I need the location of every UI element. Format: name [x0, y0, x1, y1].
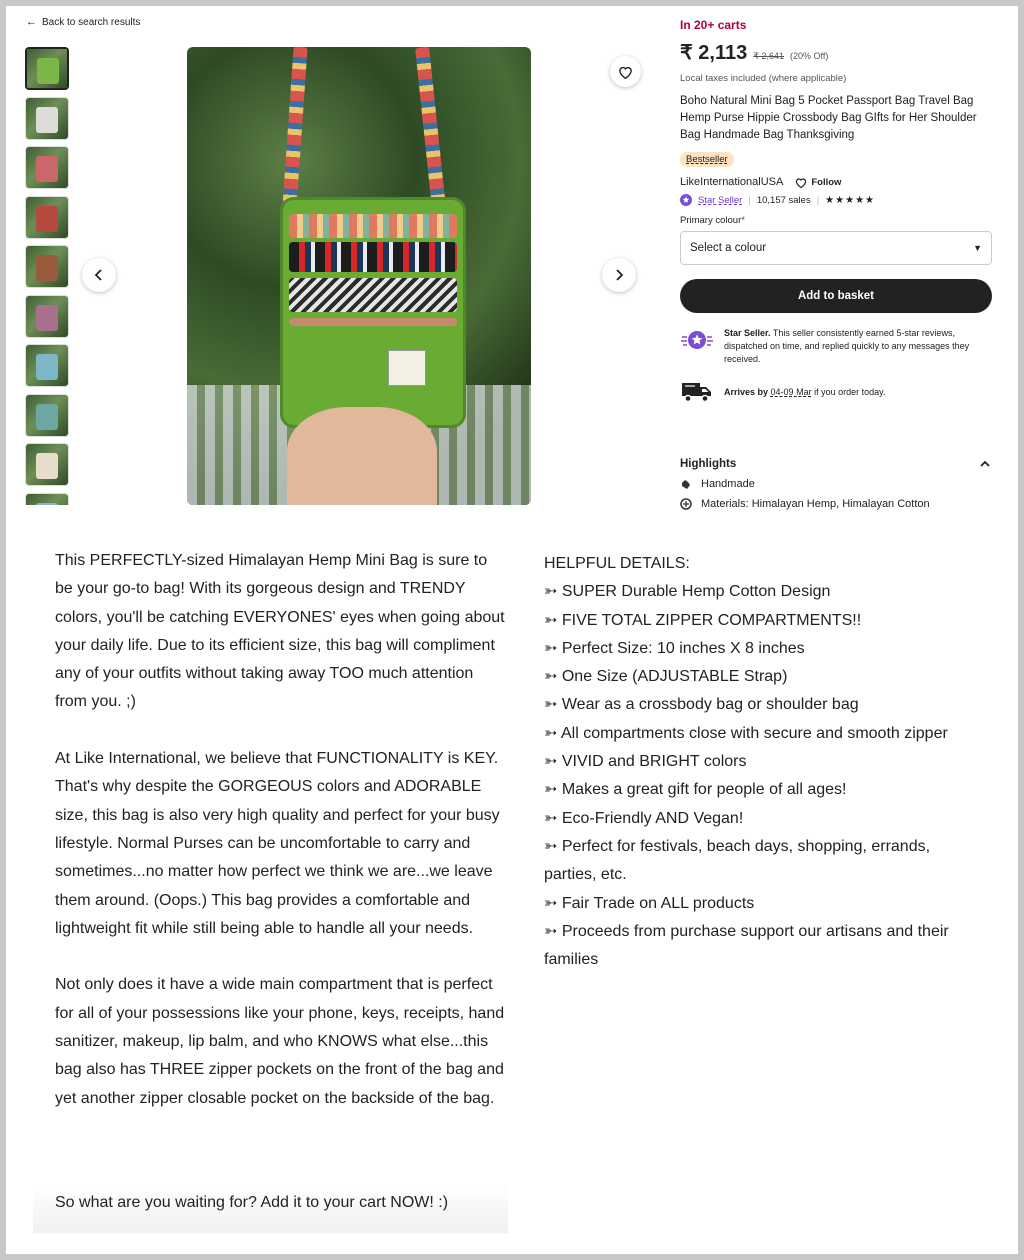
details-item: ➳ Makes a great gift for people of all ages! [544, 781, 847, 799]
thumbnail-6[interactable] [25, 295, 69, 338]
details-item: ➳ Fair Trade on ALL products [544, 894, 755, 912]
follow-button[interactable] [795, 177, 841, 188]
back-link[interactable] [26, 16, 140, 28]
details-heading: HELPFUL DETAILS: [544, 555, 690, 572]
star-seller-icon [680, 194, 692, 206]
details-item: ➳ Wear as a crossbody bag or shoulder bag [544, 696, 859, 714]
highlights-toggle[interactable] [680, 458, 990, 470]
product-title: Boho Natural Mini Bag 5 Pocket Passport Bag Travel Bag Hemp Purse Hippie Crossbody Bag GIfts for Her Shoulder Bag Handmade Bag Thanksgiving [680, 95, 977, 141]
colour-select-value: Select a colour [690, 242, 767, 254]
chevron-left-icon [93, 269, 105, 281]
previous-image-button[interactable] [82, 258, 116, 292]
delivery-suffix: if you order today. [811, 387, 886, 397]
details-item: ➳ Perfect Size: 10 inches X 8 inches [544, 639, 805, 657]
description-left [55, 547, 505, 1141]
thumbnail-4[interactable] [25, 196, 69, 239]
arrow-left-icon: ← [26, 16, 37, 28]
chevron-up-icon [980, 460, 990, 468]
highlight-handmade: Handmade [680, 478, 990, 490]
description-fade [33, 1183, 508, 1233]
colour-select[interactable] [680, 231, 992, 265]
highlight-materials: Materials: Himalayan Hemp, Himalayan Cotton [680, 498, 990, 510]
details-item: ➳ Proceeds from purchase support our artisans and their families [544, 922, 949, 969]
thumbnail-1[interactable] [25, 47, 69, 90]
bestseller-badge[interactable]: Bestseller [680, 152, 734, 167]
details-item: ➳ SUPER Durable Hemp Cotton Design [544, 583, 831, 601]
discount: (20% Off) [789, 51, 829, 61]
thumbnail-strip [25, 47, 69, 505]
star-seller-link[interactable]: Star Seller [698, 194, 743, 206]
seller-info-line: Star Seller | 10,157 sales | ★★★★★ [680, 194, 992, 206]
main-product-image[interactable] [187, 47, 531, 505]
taxes-note: Local taxes included (where applicable) [680, 73, 847, 84]
chevron-right-icon [613, 269, 625, 281]
shop-name[interactable]: LikeInternationalUSA [680, 176, 784, 188]
delivery-prefix: Arrives by [724, 387, 769, 397]
thumbnail-7[interactable] [25, 344, 69, 387]
star-seller-text: This seller consistently earned 5-star reviews, dispatched on time, and replied quickly to any messages they received. [724, 328, 970, 364]
description-paragraph: So what are you waiting for? Add it to your cart NOW! :) [55, 1194, 449, 1211]
cart-status: In 20+ carts [680, 18, 747, 32]
description-paragraph: At Like International, we believe that FUNCTIONALITY is KEY. That's why despite the GORGEOUS colors and ADORABLE size, this bag is also very high quality and perfect for your busy lifestyle. Normal Purses can be uncomfortable to carry and sometimes...no matter how perfect we think we are...we leave them around. (Oops.) This bag provides a comfortable and lightweight fit while still being able to handle all your needs. [55, 750, 500, 937]
thumbnail-2[interactable] [25, 97, 69, 140]
thumbnail-5[interactable] [25, 245, 69, 288]
star-seller-info [680, 327, 992, 366]
favorite-button[interactable] [610, 56, 641, 87]
details-item: ➳ Eco-Friendly AND Vegan! [544, 809, 744, 827]
delivery-info [680, 380, 992, 404]
description-paragraph: This PERFECTLY-sized Himalayan Hemp Mini Bag is sure to be your go-to bag! With its gorgeous design and TRENDY colors, you'll be catching EVERYONES' eyes when going about your daily life. Due to its efficient size, this bag will compliment any of your outfits without taking away TOO much attention from you. ;) [55, 552, 505, 711]
thumbnail-10[interactable] [25, 493, 69, 506]
truck-icon [681, 380, 713, 404]
bag-graphic [280, 197, 466, 428]
details-list [544, 578, 984, 974]
materials-icon [680, 498, 692, 510]
price-line [680, 40, 992, 65]
heart-icon [795, 177, 807, 188]
rating-stars[interactable]: ★★★★★ [825, 194, 875, 206]
highlights-heading: Highlights [680, 458, 737, 470]
thumbnail-8[interactable] [25, 394, 69, 437]
thumbnail-3[interactable] [25, 146, 69, 189]
next-image-button[interactable] [602, 258, 636, 292]
follow-label: Follow [811, 176, 842, 188]
details-item: ➳ VIVID and BRIGHT colors [544, 753, 747, 771]
details-item: ➳ One Size (ADJUSTABLE Strap) [544, 668, 788, 686]
star-seller-heading: Star Seller. [724, 328, 771, 338]
price: ₹ 2,113 [680, 42, 748, 64]
handmade-icon [680, 478, 692, 490]
original-price: ₹ 2,641 [753, 51, 784, 61]
thumbnail-9[interactable] [25, 443, 69, 486]
details-item: ➳ All compartments close with secure and smooth zipper [544, 724, 948, 742]
listing-page [6, 6, 1018, 1254]
delivery-dates[interactable]: 04-09 Mar [770, 387, 812, 397]
variation-label: Primary colour* [680, 215, 745, 226]
description-right [544, 550, 984, 974]
buy-box [680, 18, 992, 404]
heart-icon [618, 65, 633, 79]
required-mark: * [741, 215, 745, 226]
star-seller-badge-icon [680, 327, 714, 353]
caret-down-icon: ▼ [973, 243, 982, 253]
shop-line [680, 176, 992, 188]
details-item: ➳ Perfect for festivals, beach days, shopping, errands, parties, etc. [544, 837, 931, 884]
back-link-label: Back to search results [42, 16, 141, 28]
details-item: ➳ FIVE TOTAL ZIPPER COMPARTMENTS!! [544, 611, 862, 629]
sales-count: 10,157 sales [756, 194, 811, 206]
highlights-section [680, 458, 990, 510]
description-paragraph: Not only does it have a wide main compartment that is perfect for all of your possessions like your phone, keys, receipts, hand sanitizer, makeup, lip balm, and who KNOWS what else...this bag also has THREE zipper pockets on the front of the bag and yet another zipper closable pocket on the backside of the bag. [55, 976, 505, 1107]
add-to-basket-button[interactable]: Add to basket [680, 279, 992, 313]
